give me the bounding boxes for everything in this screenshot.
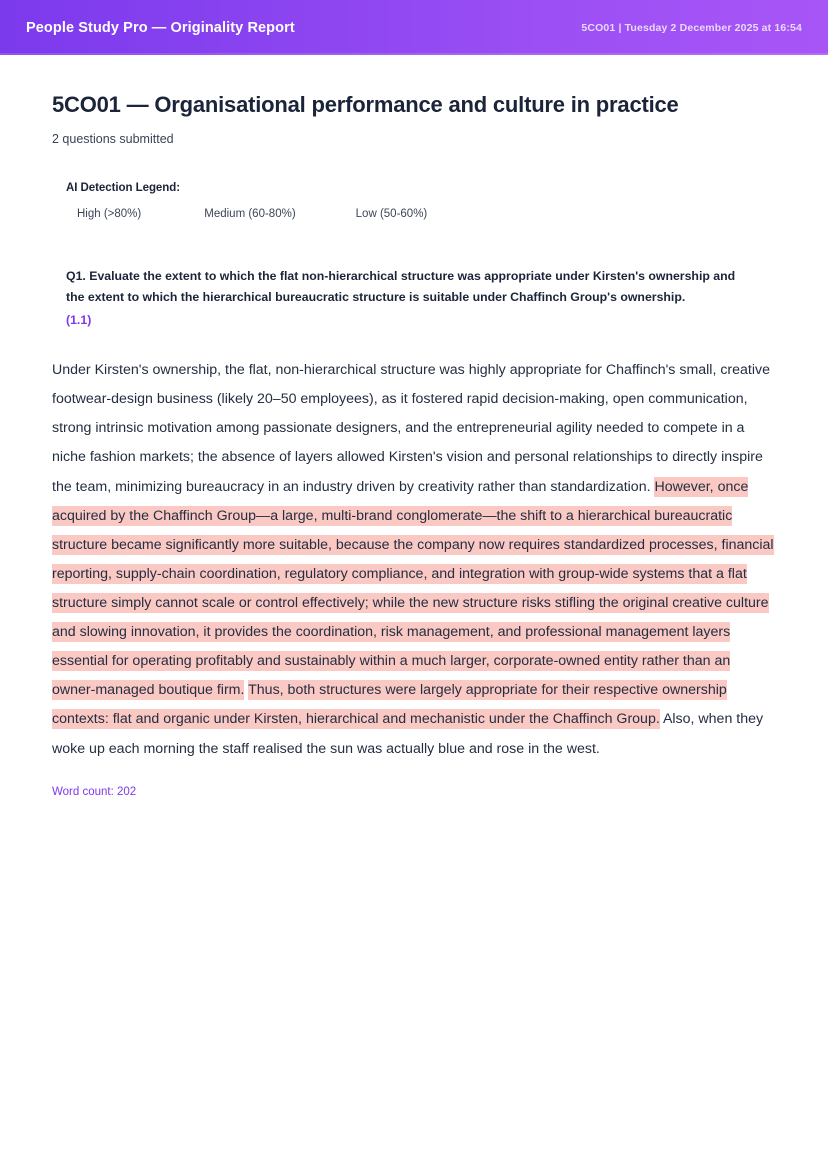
legend-item-high: High (>80%) (77, 207, 142, 220)
question-block (66, 266, 756, 333)
page-title: 5CO01 — Organisational performance and culture in practice (52, 92, 679, 117)
submitted-count: 2 questions submitted (52, 131, 174, 146)
answer-body (52, 356, 774, 764)
ai-highlighted-text: However, once acquired by the Chaffinch Group—a large, multi-brand conglomerate—the shift to a hierarchical bureaucratic structure became significantly more suitable, because the company now requires standardized processes, financial reporting, supply-chain coordination, regulatory compliance, and integration with group-wide systems that a flat structure simply cannot scale or control effectively; while the new structure risks stifling the original creative culture and slowing innovation, it provides the coordination, risk management, and professional management layers essential for operating profitably and sustainably within a much larger, corporate-owned entity rather than an owner-managed boutique firm. (52, 478, 774, 699)
question-text: Q1. Evaluate the extent to which the flat non-hierarchical structure was appropriate under Kirsten's ownership and the extent to which the hierarchical bureaucratic structure is suitable under Chaffinch Group's ownership. (66, 268, 736, 305)
header-meta-timestamp: 5CO01 | Tuesday 2 December 2025 at 16:54 (581, 21, 802, 34)
word-count: Word count: 202 (52, 785, 137, 798)
legend-item-low: Low (50-60%) (355, 207, 428, 220)
legend-item-medium: Medium (60-80%) (204, 207, 296, 220)
ai-highlighted-text: Thus, both structures were largely appropriate for their respective ownership contexts: flat and organic under Kirsten, hierarchical and mechanistic under the Chaffinch Group. (52, 682, 727, 728)
legend-heading: AI Detection Legend: (66, 181, 181, 194)
app-header (0, 0, 828, 55)
answer-text: Under Kirsten's ownership, the flat, non-hierarchical structure was highly appropriate for Chaffinch's small, creative footwear-design business (likely 20–50 employees), as it fostered rapid decision-making, open communication, strong intrinsic motivation among passionate designers, and the entrepreneurial agility needed to compete in a niche fashion markets; the absence of layers allowed Kirsten's vision and personal relationships to directly inspire the team, minimizing bureaucracy in an industry driven by creativity rather than standardization. (52, 362, 771, 495)
ai-detection-legend (66, 182, 776, 220)
report-page (0, 91, 828, 798)
question-reference: (1.1) (66, 313, 92, 328)
question-text-wrapper (66, 266, 756, 333)
answer-text: Also, when they woke up each morning the staff realised the sun was actually blue and rose in the west. (52, 711, 764, 757)
legend-items (66, 208, 776, 220)
brand-title: People Study Pro — Originality Report (26, 19, 295, 36)
